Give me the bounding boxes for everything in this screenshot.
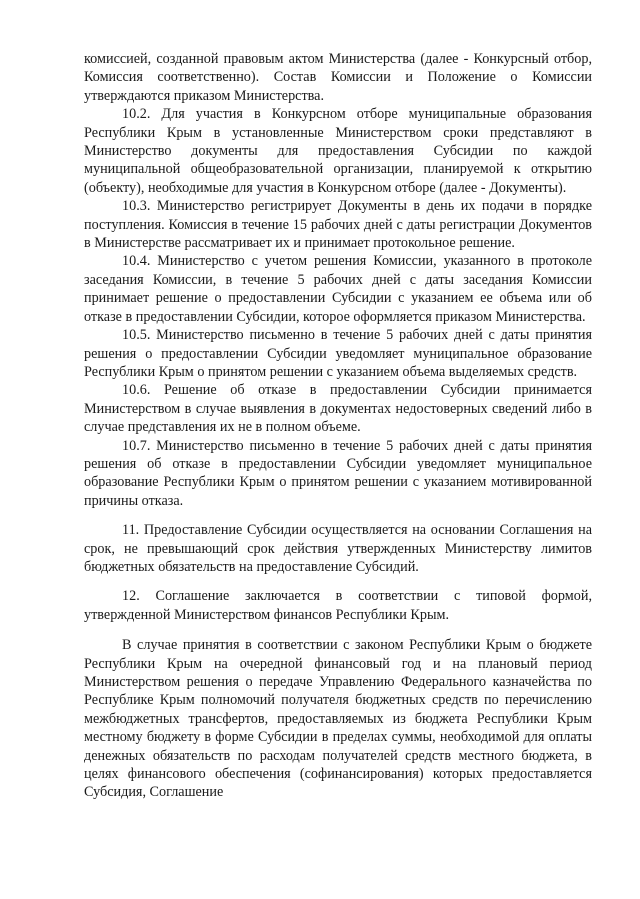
paragraph-12: 12. Соглашение заключается в соответствии с типовой формой, утвержденной Министерством финансов Республики Крым. xyxy=(84,588,592,623)
paragraph-10-5: 10.5. Министерство письменно в течение 5 рабочих дней с даты принятия решения о предоставлении Субсидии уведомляет муниципальное образование Республики Крым о принятом решении с указанием объема выделяемых средств. xyxy=(84,327,592,380)
paragraph-11: 11. Предоставление Субсидии осуществляется на основании Соглашения на срок, не превышающий срок действия утвержденных Министерству лимитов бюджетных обязательств на предоставление Субсидий. xyxy=(84,522,592,575)
paragraph-commission-continued: комиссией, созданной правовым актом Министерства (далее - Конкурсный отбор, Комиссия соответственно). Состав Комиссии и Положение о Комиссии утверждаются приказом Министерства. xyxy=(84,51,592,104)
document-body xyxy=(84,50,592,802)
paragraph-10-2: 10.2. Для участия в Конкурсном отборе муниципальные образования Республики Крым в установленные Министерством сроки представляют в Министерство документы для предоставления Субсидии по каждой муниципальной общеобразовательной организации, планируемой к открытию (объекту), необходимые для участия в Конкурсном отборе (далее - Документы). xyxy=(84,106,592,196)
paragraph-10-4: 10.4. Министерство с учетом решения Комиссии, указанного в протоколе заседания Комиссии, в течение 5 рабочих дней с даты заседания Комиссии принимает решение о предоставлении Субсидии с указанием ее объема или об отказе в предоставлении Субсидии, которое оформляется приказом Министерства. xyxy=(84,253,592,325)
paragraph-10-3: 10.3. Министерство регистрирует Документы в день их подачи в порядке поступления. Комиссия в течение 15 рабочих дней с даты регистрации Документов в Министерстве рассматривает их и принимает протокольное решение. xyxy=(84,198,592,252)
paragraph-10-6: 10.6. Решение об отказе в предоставлении Субсидии принимается Министерством в случае выявления в документах недостоверных сведений либо в случае представления их не в полном объеме. xyxy=(84,382,592,436)
paragraph-treasury-powers: В случае принятия в соответствии с законом Республики Крым о бюджете Республики Крым на очередной финансовый год и на плановый период Министерством решения о передаче Управлению Федерального казначейства по Республике Крым полномочий получателя бюджетных средств по перечислению межбюджетных трансфертов, предоставляемых из бюджета Республики Крым местному бюджету в форме Субсидии в пределах суммы, необходимой для оплаты денежных обязательств по расходам получателей средств местного бюджета, в целях финансового обеспечения (софинансирования) которых предоставляется Субсидия, Соглашение xyxy=(84,637,592,801)
paragraph-10-7: 10.7. Министерство письменно в течение 5 рабочих дней с даты принятия решения об отказе в предоставлении Субсидии уведомляет муниципальное образование Республики Крым о принятом решении с указанием мотивированной причины отказа. xyxy=(84,437,592,509)
